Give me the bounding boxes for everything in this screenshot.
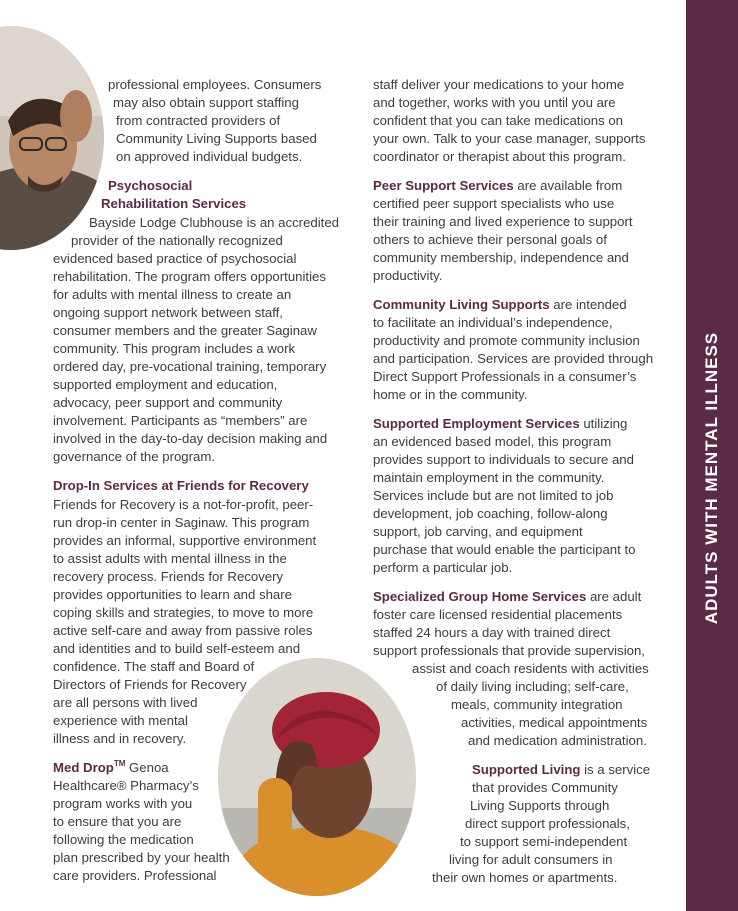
drop-in-body-line: recovery process. Friends for Recovery	[53, 569, 284, 584]
intro-line: from contracted providers of	[116, 113, 281, 128]
supported-employment-body-line: purchase that would enable the participant to	[373, 542, 636, 557]
drop-in-body-line: Directors of Friends for Recovery	[53, 677, 247, 692]
drop-in-body-line: run drop-in center in Saginaw. This program	[53, 515, 310, 530]
psychosocial-body-line: involved in the day-to-day decision making and	[53, 431, 328, 446]
med-drop-body-line: program works with you	[53, 796, 193, 811]
drop-in-body-line: to assist adults with mental illness in the	[53, 551, 287, 566]
sidebar-title: ADULTS WITH MENTAL ILLNESS	[702, 331, 721, 625]
group-home-body-line: of daily living including; self-care,	[436, 679, 629, 694]
med-drop-continued-line: your own. Talk to your case manager, supports	[373, 131, 646, 146]
group-home-body-line: activities, medical appointments	[461, 715, 648, 730]
group-home-heading: Specialized Group Home Services are adult	[373, 589, 642, 604]
psychosocial-body-line: consumer members and the greater Saginaw	[53, 323, 317, 338]
supported-living-body-line: that provides Community	[472, 780, 618, 795]
supported-living-body-line: direct support professionals,	[465, 816, 630, 831]
section-sidebar	[686, 0, 738, 911]
psychosocial-body-line: for adults with mental illness to create an	[53, 287, 292, 302]
psychosocial-body-line: governance of the program.	[53, 449, 216, 464]
group-home-body-line: foster care licensed residential placements	[373, 607, 623, 622]
med-drop-continued-line: and together, works with you until you are	[373, 95, 616, 110]
med-drop-body-line: plan prescribed by your health	[53, 850, 230, 865]
psychosocial-heading: Rehabilitation Services	[101, 196, 247, 211]
supported-employment-heading: Supported Employment Services utilizing	[373, 416, 628, 431]
group-home-body-line: staffed 24 hours a day with trained direct	[373, 625, 611, 640]
peer-support-body-line: community membership, independence and	[373, 250, 629, 265]
supported-living-body-line: their own homes or apartments.	[432, 870, 618, 885]
psychosocial-body-line: provider of the nationally recognized	[71, 233, 283, 248]
psychosocial-heading: Psychosocial	[108, 178, 193, 193]
drop-in-body-line: Friends for Recovery is a not-for-profit, peer-	[53, 497, 314, 512]
supported-employment-body-line: provides support to individuals to secure and	[373, 452, 634, 467]
drop-in-body-line: active self-care and away from passive roles	[53, 623, 313, 638]
drop-in-heading: Drop-In Services at Friends for Recovery	[53, 478, 309, 493]
supported-living-body-line: to support semi-independent	[460, 834, 628, 849]
med-drop-body-line: care providers. Professional	[53, 868, 217, 883]
drop-in-body-line: coping skills and strategies, to move to more	[53, 605, 314, 620]
drop-in-body-line: confidence. The staff and Board of	[53, 659, 255, 674]
community-living-body-line: Direct Support Professionals in a consumer’s	[373, 369, 637, 384]
supported-employment-body-line: an evidenced based model, this program	[373, 434, 612, 449]
supported-employment-body-line: support, job carving, and equipment	[373, 524, 583, 539]
drop-in-body-line: and identities and to build self-esteem and	[53, 641, 301, 656]
drop-in-body-line: experience with mental	[53, 713, 188, 728]
med-drop-continued-line: staff deliver your medications to your home	[373, 77, 625, 92]
woman-with-red-headwrap-photo	[218, 658, 416, 896]
peer-support-heading: Peer Support Services are available from	[373, 178, 623, 193]
community-living-body-line: home or in the community.	[373, 387, 528, 402]
med-drop-continued-line: coordinator or therapist about this program.	[373, 149, 626, 164]
psychosocial-body-line: ongoing support network between staff,	[53, 305, 283, 320]
psychosocial-body-line: community. This program includes a work	[53, 341, 296, 356]
psychosocial-body-line: supported employment and education,	[53, 377, 278, 392]
psychosocial-body-line: rehabilitation. The program offers opportunities	[53, 269, 326, 284]
intro-line: on approved individual budgets.	[116, 149, 303, 164]
psychosocial-body-line: ordered day, pre-vocational training, temporary	[53, 359, 327, 374]
drop-in-body-line: provides opportunities to learn and share	[53, 587, 292, 602]
psychosocial-body-line: advocacy, peer support and community	[53, 395, 283, 410]
community-living-body-line: productivity and promote community inclusion	[373, 333, 640, 348]
med-drop-continued-line: confident that you can take medications on	[373, 113, 623, 128]
group-home-body-line: and medication administration.	[468, 733, 647, 748]
peer-support-body-line: productivity.	[373, 268, 443, 283]
supported-employment-body-line: maintain employment in the community.	[373, 470, 605, 485]
supported-living-heading: Supported Living is a service	[472, 762, 651, 777]
supported-employment-body-line: development, job coaching, follow-along	[373, 506, 608, 521]
intro-line: may also obtain support staffing	[113, 95, 299, 110]
drop-in-body-line: provides an informal, supportive environment	[53, 533, 317, 548]
supported-employment-body-line: Services include but are not limited to job	[373, 488, 614, 503]
intro-line: professional employees. Consumers	[108, 77, 322, 92]
peer-support-body-line: their training and lived experience to support	[373, 214, 633, 229]
group-home-body-line: assist and coach residents with activities	[412, 661, 649, 676]
med-drop-body-line: Healthcare® Pharmacy’s	[53, 778, 199, 793]
med-drop-heading: Med Drop™ Genoa	[53, 759, 169, 775]
intro-line: Community Living Supports based	[116, 131, 317, 146]
drop-in-body-line: are all persons with lived	[53, 695, 198, 710]
drop-in-body-line: illness and in recovery.	[53, 731, 187, 746]
med-drop-body-line: following the medication	[53, 832, 194, 847]
community-living-body-line: to facilitate an individual’s independence,	[373, 315, 613, 330]
supported-living-body-line: living for adult consumers in	[449, 852, 613, 867]
group-home-body-line: support professionals that provide supervision,	[373, 643, 645, 658]
peer-support-body-line: certified peer support specialists who use	[373, 196, 615, 211]
psychosocial-body-line: evidenced based practice of psychosocial	[53, 251, 297, 266]
community-living-body-line: and participation. Services are provided through	[373, 351, 654, 366]
supported-living-body-line: Living Supports through	[470, 798, 610, 813]
med-drop-body-line: to ensure that you are	[53, 814, 182, 829]
community-living-heading: Community Living Supports are intended	[373, 297, 627, 312]
group-home-body-line: meals, community integration	[451, 697, 623, 712]
peer-support-body-line: others to achieve their personal goals of	[373, 232, 607, 247]
psychosocial-body-line: involvement. Participants as “members” are	[53, 413, 308, 428]
psychosocial-body-line: Bayside Lodge Clubhouse is an accredited	[89, 215, 339, 230]
supported-employment-body-line: perform a particular job.	[373, 560, 513, 575]
